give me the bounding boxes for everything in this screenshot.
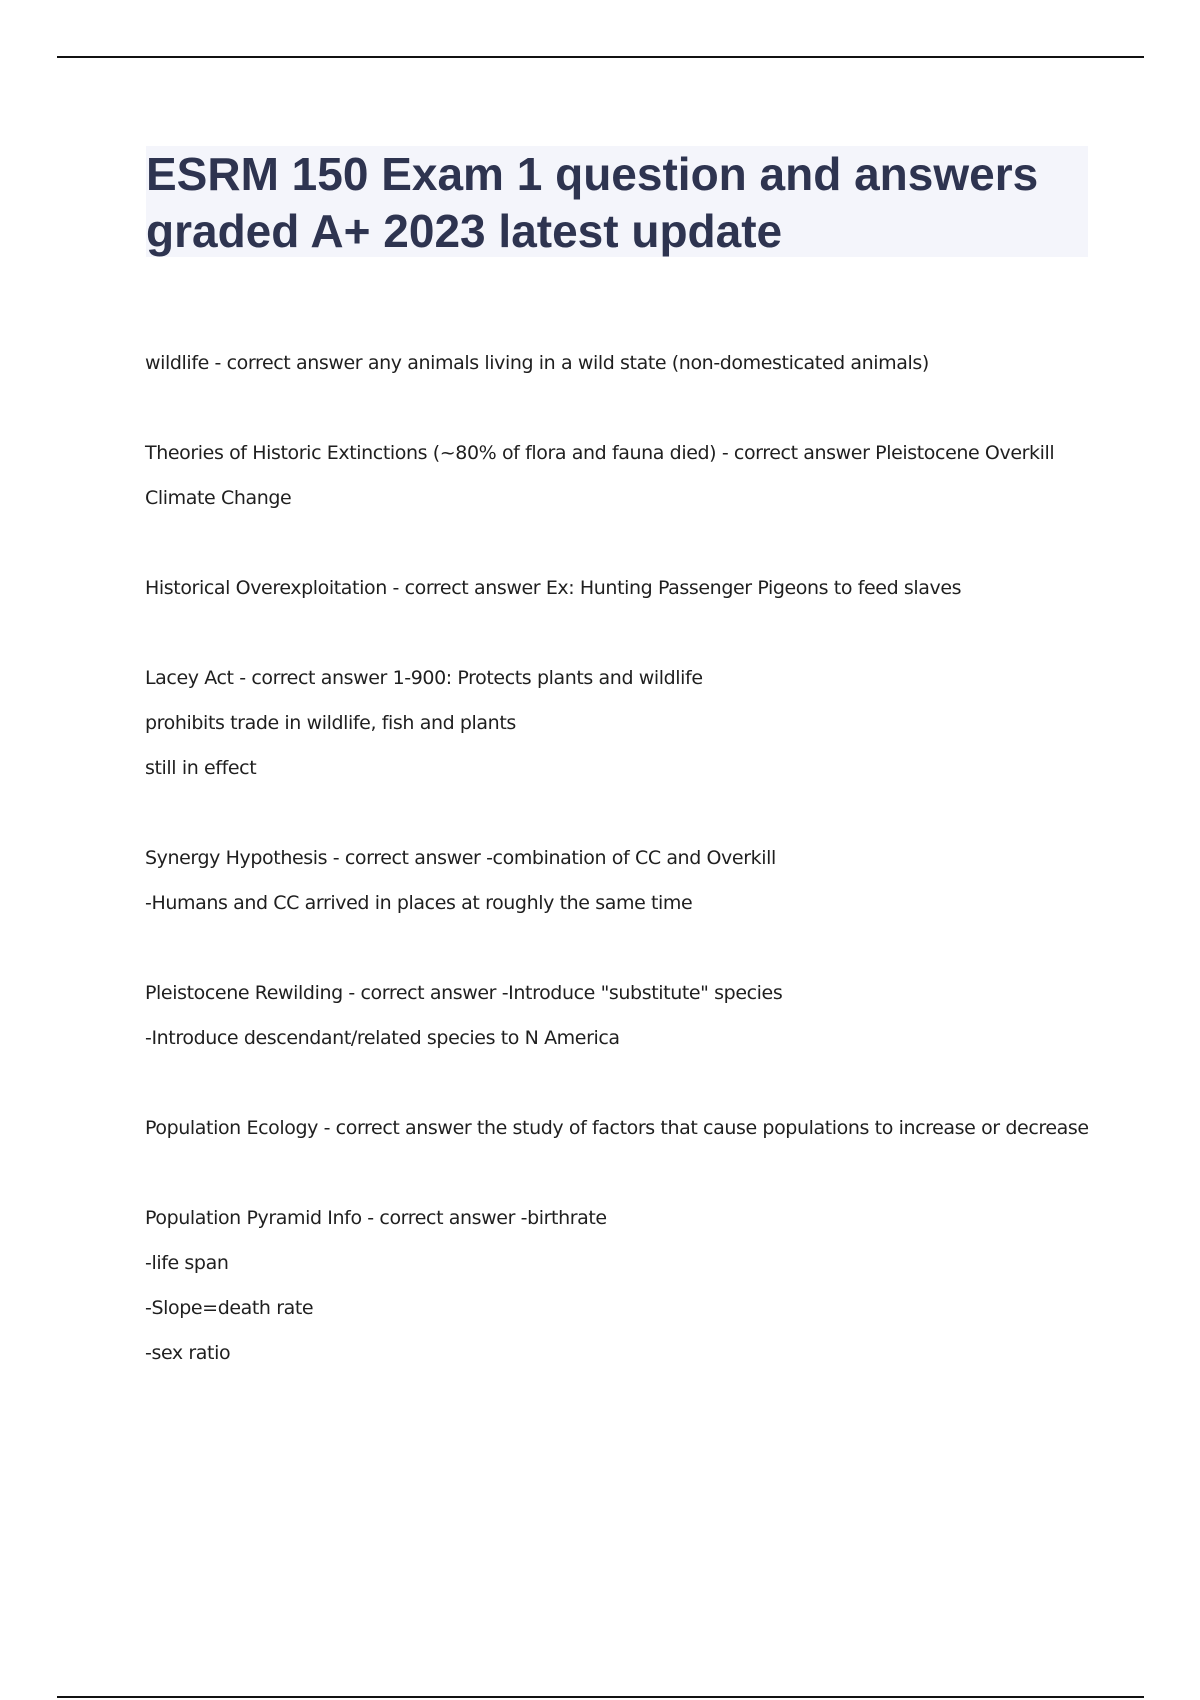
qa-term-line: Synergy Hypothesis - correct answer -combination of CC and Overkill <box>145 847 776 869</box>
qa-answer-line: -life span <box>145 1252 229 1274</box>
qa-term-line: Population Pyramid Info - correct answer -birthrate <box>145 1207 607 1229</box>
qa-entry <box>145 341 1105 386</box>
qa-answer-line: -Slope=death rate <box>145 1297 314 1319</box>
title-line-1: ESRM 150 Exam 1 question and answers <box>146 148 1039 200</box>
qa-answer-line: still in effect <box>145 757 257 779</box>
qa-answer-line: -sex ratio <box>145 1342 231 1364</box>
qa-term-line: Lacey Act - correct answer 1-900: Protects plants and wildlife <box>145 667 703 689</box>
title-line-2: graded A+ 2023 latest update <box>146 205 783 257</box>
qa-entry <box>145 1196 1105 1376</box>
qa-term-line: Historical Overexploitation - correct answer Ex: Hunting Passenger Pigeons to feed slaves <box>145 577 962 599</box>
qa-term-line: Theories of Historic Extinctions (~80% of flora and fauna died) - correct answer Pleistocene Overkill <box>145 442 1055 464</box>
qa-entry <box>145 971 1105 1061</box>
top-rule <box>57 56 1144 58</box>
qa-term-line: Pleistocene Rewilding - correct answer -Introduce "substitute" species <box>145 982 783 1004</box>
qa-term-line: wildlife - correct answer any animals living in a wild state (non-domesticated animals) <box>145 352 929 374</box>
qa-entry <box>145 566 1105 611</box>
qa-answer-line: prohibits trade in wildlife, fish and plants <box>145 712 516 734</box>
document-title <box>146 146 1088 260</box>
qa-list <box>145 341 1105 1421</box>
title-block <box>146 146 1088 257</box>
qa-answer-line: -Introduce descendant/related species to N America <box>145 1027 620 1049</box>
qa-entry <box>145 431 1105 521</box>
qa-answer-line: -Humans and CC arrived in places at roughly the same time <box>145 892 693 914</box>
qa-entry <box>145 1106 1105 1151</box>
qa-term-line: Population Ecology - correct answer the study of factors that cause populations to increase or decrease <box>145 1117 1089 1139</box>
bottom-rule <box>57 1696 1144 1698</box>
qa-entry <box>145 656 1105 791</box>
qa-answer-line: Climate Change <box>145 487 292 509</box>
qa-entry <box>145 836 1105 926</box>
